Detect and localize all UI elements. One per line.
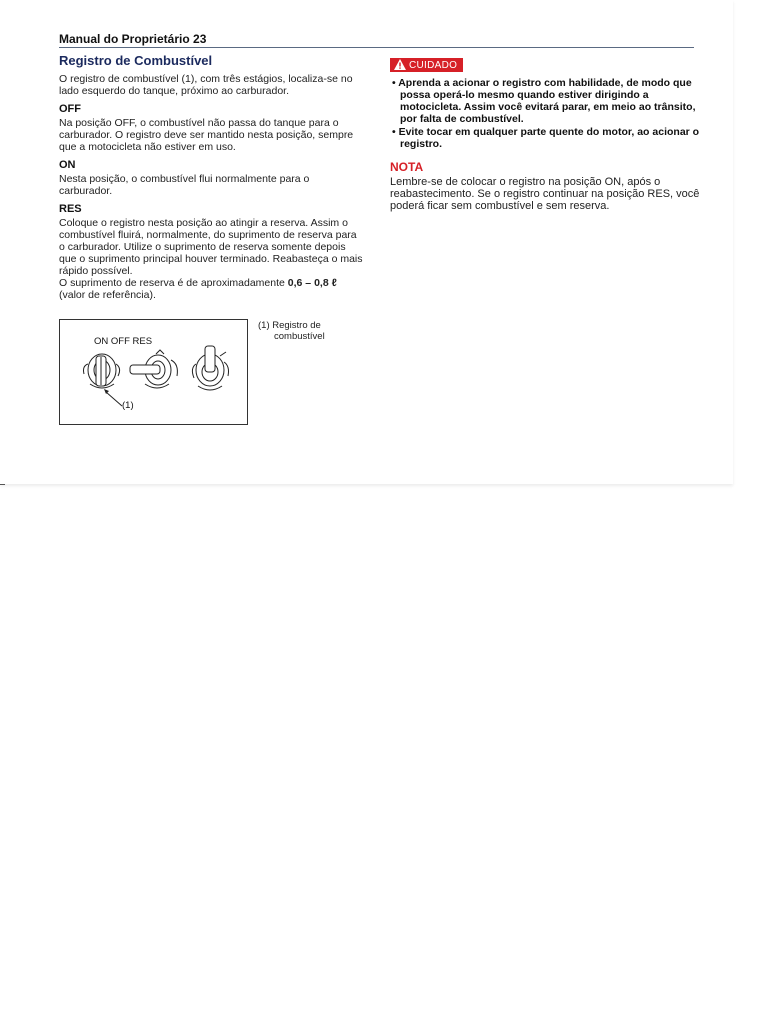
caution-badge: [390, 58, 463, 72]
reserve-value: 0,6 – 0,8 ℓ: [287, 277, 337, 289]
header-rule: [59, 47, 694, 48]
caution-item: • Evite tocar em qualquer parte quente do motor, ao acionar o registro.: [392, 126, 700, 150]
on-text: Nesta posição, o combustível flui normalmente para o carburador.: [59, 173, 310, 197]
section-title: Registro de Combustível: [59, 53, 213, 68]
res-heading: RES: [59, 203, 82, 215]
reserve-suffix: (valor de referência).: [59, 289, 156, 301]
note-title: NOTA: [390, 160, 424, 174]
caution-list: [390, 77, 700, 150]
off-heading: OFF: [59, 103, 81, 115]
left-column: [59, 53, 364, 301]
edge-mark: [0, 484, 5, 485]
manual-page: [0, 0, 733, 484]
reserve-amount-text: [59, 277, 364, 301]
fuel-valve-illustration: [60, 320, 247, 424]
note-text: Lembre-se de colocar o registro na posição ON, após o reabastecimento. Se o registro continuar na posição RES, você poderá ficar sem combustível e sem reserva.: [390, 176, 700, 212]
figure-caption: [258, 320, 325, 342]
warning-triangle-icon: [394, 59, 406, 70]
res-text: Coloque o registro nesta posição ao atingir a reserva. Assim o combustível fluirá, normalmente, do suprimento de reserva para o carburador. Utilize o suprimento de reserva somente depois que o suprimento principal houver terminado. Reabasteça o mais rápido possível.: [59, 217, 363, 277]
on-heading: ON: [59, 159, 76, 171]
caution-item: • Aprenda a acionar o registro com habilidade, de modo que possa operá-lo mesmo quando estiver dirigindo a motocicleta. Assim você evitará parar, em meio ao trânsito, por falta de combustível.: [392, 77, 696, 125]
caption-line-2: combustível: [274, 331, 325, 342]
reserve-prefix: O suprimento de reserva é de aproximadamente: [59, 277, 288, 289]
page-header: Manual do Proprietário 23: [59, 32, 207, 46]
callout-number: (1): [122, 400, 134, 411]
off-text: Na posição OFF, o combustível não passa do tanque para o carburador. O registro deve ser mantido nesta posição, sempre que a motocicleta não estiver em uso.: [59, 117, 354, 153]
right-column: [390, 55, 700, 212]
fuel-valve-figure: [59, 319, 248, 425]
caution-label: CUIDADO: [409, 60, 458, 71]
valve-positions-label: ON OFF RES: [94, 336, 153, 347]
caption-line-1: (1) Registro de: [258, 320, 321, 331]
intro-text: O registro de combustível (1), com três estágios, localiza-se no lado esquerdo do tanque, próximo ao carburador.: [59, 73, 353, 97]
